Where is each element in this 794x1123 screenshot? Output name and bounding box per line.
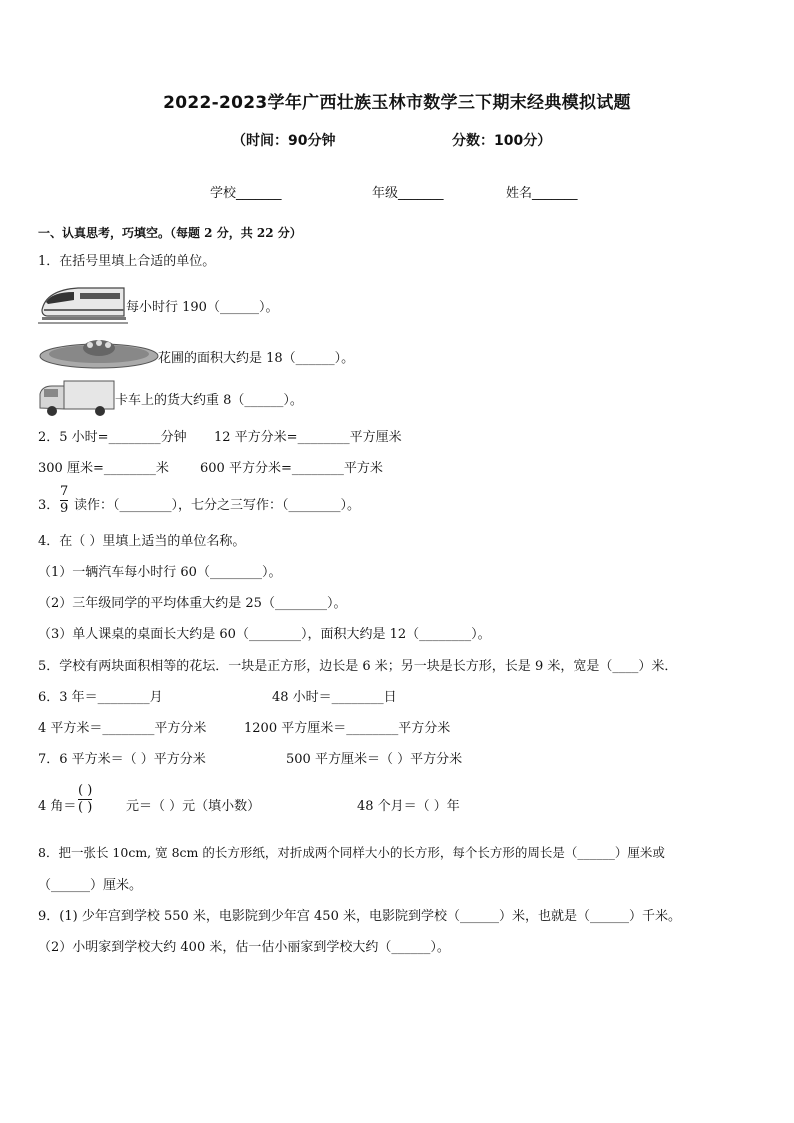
q4-b: （2）三年级同学的平均体重大约是 25（________）。 (38, 596, 347, 611)
q1-c: 卡车上的货大约重 8（______）。 (115, 393, 303, 408)
grade-field: 年级_______ (372, 186, 444, 201)
section-heading: 一、认真思考，巧填空。（每题 2 分，共 22 分） (38, 226, 302, 240)
q6-a: 6．3 年＝________月 (38, 690, 163, 705)
q3-number: 3． (38, 498, 60, 513)
q9-b: （2）小明家到学校大约 400 米，估一估小丽家到学校大约（______）。 (38, 940, 450, 955)
train-image (38, 280, 128, 326)
q7-d: 48 个月＝（ ）年 (357, 799, 460, 814)
q6-c: 4 平方米＝________平方分米 (38, 721, 207, 736)
truck-image (38, 378, 116, 418)
page-title: 2022-2023学年广西壮族玉林市数学三下期末经典模拟试题 (163, 93, 631, 113)
q7-fraction-denominator: ( ) (78, 800, 93, 815)
q9-a: 9．(1) 少年宫到学校 550 米，电影院到少年宫 450 米，电影院到学校（______）米，也就是（______）千米。 (38, 909, 681, 924)
q7-b: 500 平方厘米＝（ ）平方分米 (286, 752, 463, 767)
q4-stem: 4．在（ ）里填上适当的单位名称。 (38, 534, 246, 549)
q3-fraction-numerator: 7 (60, 484, 69, 499)
q7-c-prefix: 4 角＝ (38, 799, 77, 814)
flower-bed-image (38, 336, 160, 370)
q6-b: 48 小时＝________日 (272, 690, 397, 705)
q6-d: 1200 平方厘米＝________平方分米 (244, 721, 451, 736)
q8-line1: 8．把一张长 10cm, 宽 8cm 的长方形纸，对折成两个同样大小的长方形，每个长方形的周长是（______）厘米或 (38, 845, 665, 860)
q1-a: 每小时行 190（______）。 (126, 300, 279, 315)
q1-stem: 1．在括号里填上合适的单位。 (38, 254, 216, 269)
q7-a: 7．6 平方米＝（ ）平方分米 (38, 752, 206, 767)
q2-c: 300 厘米=________米 (38, 461, 169, 476)
q2-d: 600 平方分米=________平方米 (200, 461, 383, 476)
q2-a: 2．5 小时=________分钟 (38, 430, 187, 445)
q3-fraction (60, 484, 68, 517)
q3-text: 读作：（________），七分之三写作：（________）。 (74, 498, 361, 513)
q7-fraction (78, 783, 92, 816)
q1-b: 花圃的面积大约是 18（______）。 (158, 351, 355, 366)
q2-b: 12 平方分米=________平方厘米 (214, 430, 402, 445)
q7-c: 元＝（ ）元（填小数） (126, 799, 261, 814)
school-field: 学校_______ (210, 186, 282, 201)
q7-fraction-numerator: ( ) (78, 783, 93, 798)
name-field: 姓名_______ (506, 186, 578, 201)
q4-a: （1）一辆汽车每小时行 60（________）。 (38, 565, 282, 580)
exam-time: （时间：90分钟 (232, 133, 336, 149)
q3-fraction-denominator: 9 (60, 501, 69, 516)
q4-c: （3）单人课桌的桌面长大约是 60（________），面积大约是 12（________）。 (38, 627, 491, 642)
q5-text: 5．学校有两块面积相等的花坛．一块是正方形，边长是 6 米；另一块是长方形，长是 9 米，宽是（____）米． (38, 659, 678, 674)
exam-score: 分数：100分） (452, 133, 552, 149)
q8-line2: （______）厘米。 (38, 878, 143, 893)
